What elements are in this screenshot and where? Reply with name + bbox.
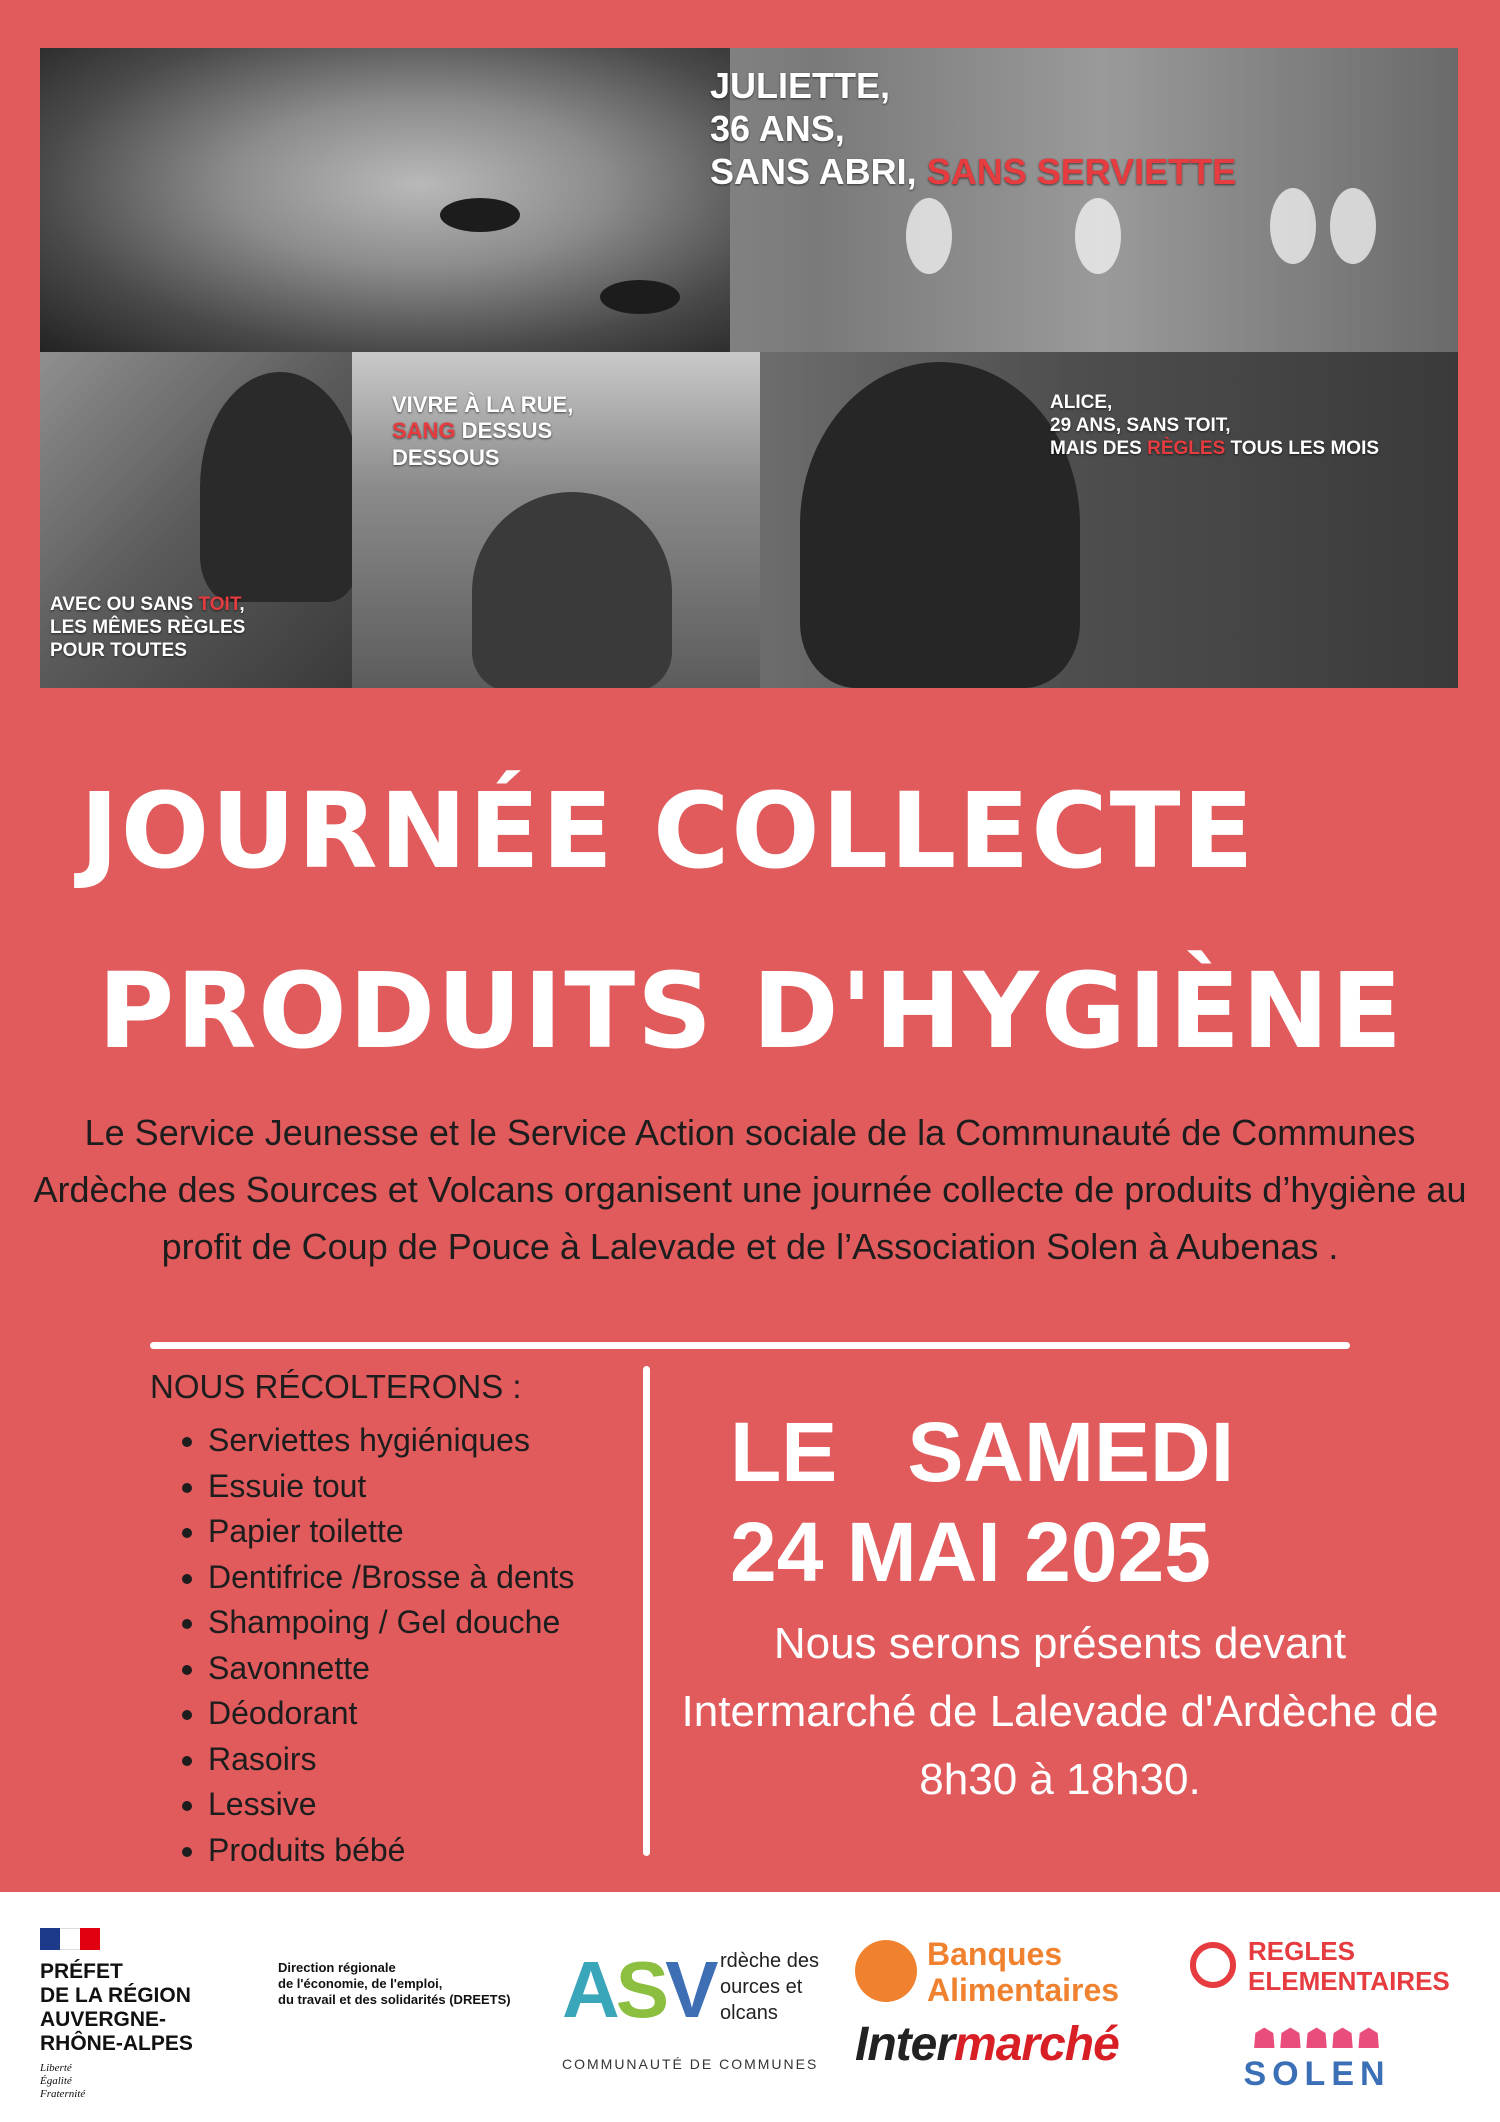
republic-motto: Liberté Égalité Fraternité — [40, 2062, 86, 2100]
woman-silhouette — [200, 372, 352, 602]
asv-name: rdèche des ources et olcans — [720, 1950, 819, 2024]
asv-letters: ASV — [562, 1945, 715, 2034]
collection-list — [208, 1418, 574, 1873]
list-item: • Shampoing / Gel douche — [208, 1600, 574, 1646]
bokeh-light — [1330, 188, 1376, 264]
woman-silhouette — [800, 362, 1080, 688]
bokeh-light — [1075, 198, 1121, 274]
partner-logos-footer — [0, 1892, 1500, 2122]
intro-paragraph: Le Service Jeunesse et le Service Action sociale de la Communauté de Communes Ardèche des Sources et Volcans organisent une journée collecte de produits d’hygiène au profit de Coup de Pouce à Lalevade et de l’Association Solen à Aubenas . — [33, 1112, 1467, 1267]
caption-avec-ou-sans-toit: AVEC OU SANS TOIT, LES MÊMES RÈGLES POUR TOUTES — [50, 594, 246, 661]
solen-people-icon: ☗☗☗☗☗ — [1251, 2023, 1383, 2054]
eye-shape — [600, 280, 680, 314]
caption-alice: ALICE, 29 ANS, SANS TOIT, MAIS DES RÈGLES TOUS LES MOIS — [1050, 392, 1380, 459]
solen-logo — [1222, 2022, 1412, 2094]
regles-elementaires-logo-icon — [1190, 1942, 1236, 1988]
list-item: • Rasoirs — [208, 1737, 574, 1783]
list-item: • Savonnette — [208, 1646, 574, 1692]
event-location: Nous serons présents devant Intermarché de Lalevade d'Ardèche de 8h30 à 18h30. — [681, 1619, 1439, 1804]
regles-elementaires-text: REGLES ELEMENTAIRES — [1248, 1936, 1450, 1996]
banques-alimentaires-logo — [855, 1936, 1170, 2008]
person-silhouette — [472, 492, 672, 688]
prefet-text: PRÉFET DE LA RÉGION AUVERGNE- RHÔNE-ALPES — [40, 1960, 193, 2055]
bokeh-light — [906, 198, 952, 274]
list-item: • Dentifrice /Brosse à dents — [208, 1555, 574, 1601]
asv-logo — [562, 1944, 822, 2084]
event-day: LE SAMEDI — [730, 1405, 1235, 1499]
list-item: • Produits bébé — [208, 1828, 574, 1874]
asv-subtitle: COMMUNAUTÉ DE COMMUNES — [562, 2056, 819, 2072]
list-item: • Déodorant — [208, 1691, 574, 1737]
headline-line1: JOURNÉE COLLECTE — [80, 770, 1256, 892]
eye-shape — [440, 198, 520, 232]
caption-vivre-rue: VIVRE À LA RUE, SANG DESSUS DESSOUS — [392, 392, 574, 470]
bokeh-light — [1270, 188, 1316, 264]
french-flag-icon — [40, 1928, 100, 1950]
collection-title: NOUS RÉCOLTERONS : — [150, 1368, 522, 1405]
list-item: • Serviettes hygiéniques — [208, 1418, 574, 1464]
solen-text: SOLEN — [1243, 2055, 1391, 2093]
dreets-text: Direction régionale de l'économie, de l'emploi, du travail et des solidarités (DREETS) — [278, 1960, 511, 2007]
list-item: • Lessive — [208, 1782, 574, 1828]
list-item: • Essuie tout — [208, 1464, 574, 1510]
list-item: • Papier toilette — [208, 1509, 574, 1555]
prefet-logo — [40, 1928, 193, 2101]
banques-alimentaires-logo-icon — [855, 1940, 917, 2002]
intermarche-logo: Intermarché — [855, 2018, 1119, 2071]
caption-juliette: JULIETTE, 36 ANS, SANS ABRI, SANS SERVIETTE — [710, 65, 1237, 193]
headline-line2: PRODUITS D'HYGIÈNE — [98, 950, 1404, 1072]
horizontal-divider — [150, 1342, 1350, 1349]
vertical-divider — [643, 1366, 650, 1856]
event-date: 24 MAI 2025 — [730, 1505, 1211, 1599]
banques-alimentaires-text: Banques Alimentaires — [927, 1936, 1120, 2008]
